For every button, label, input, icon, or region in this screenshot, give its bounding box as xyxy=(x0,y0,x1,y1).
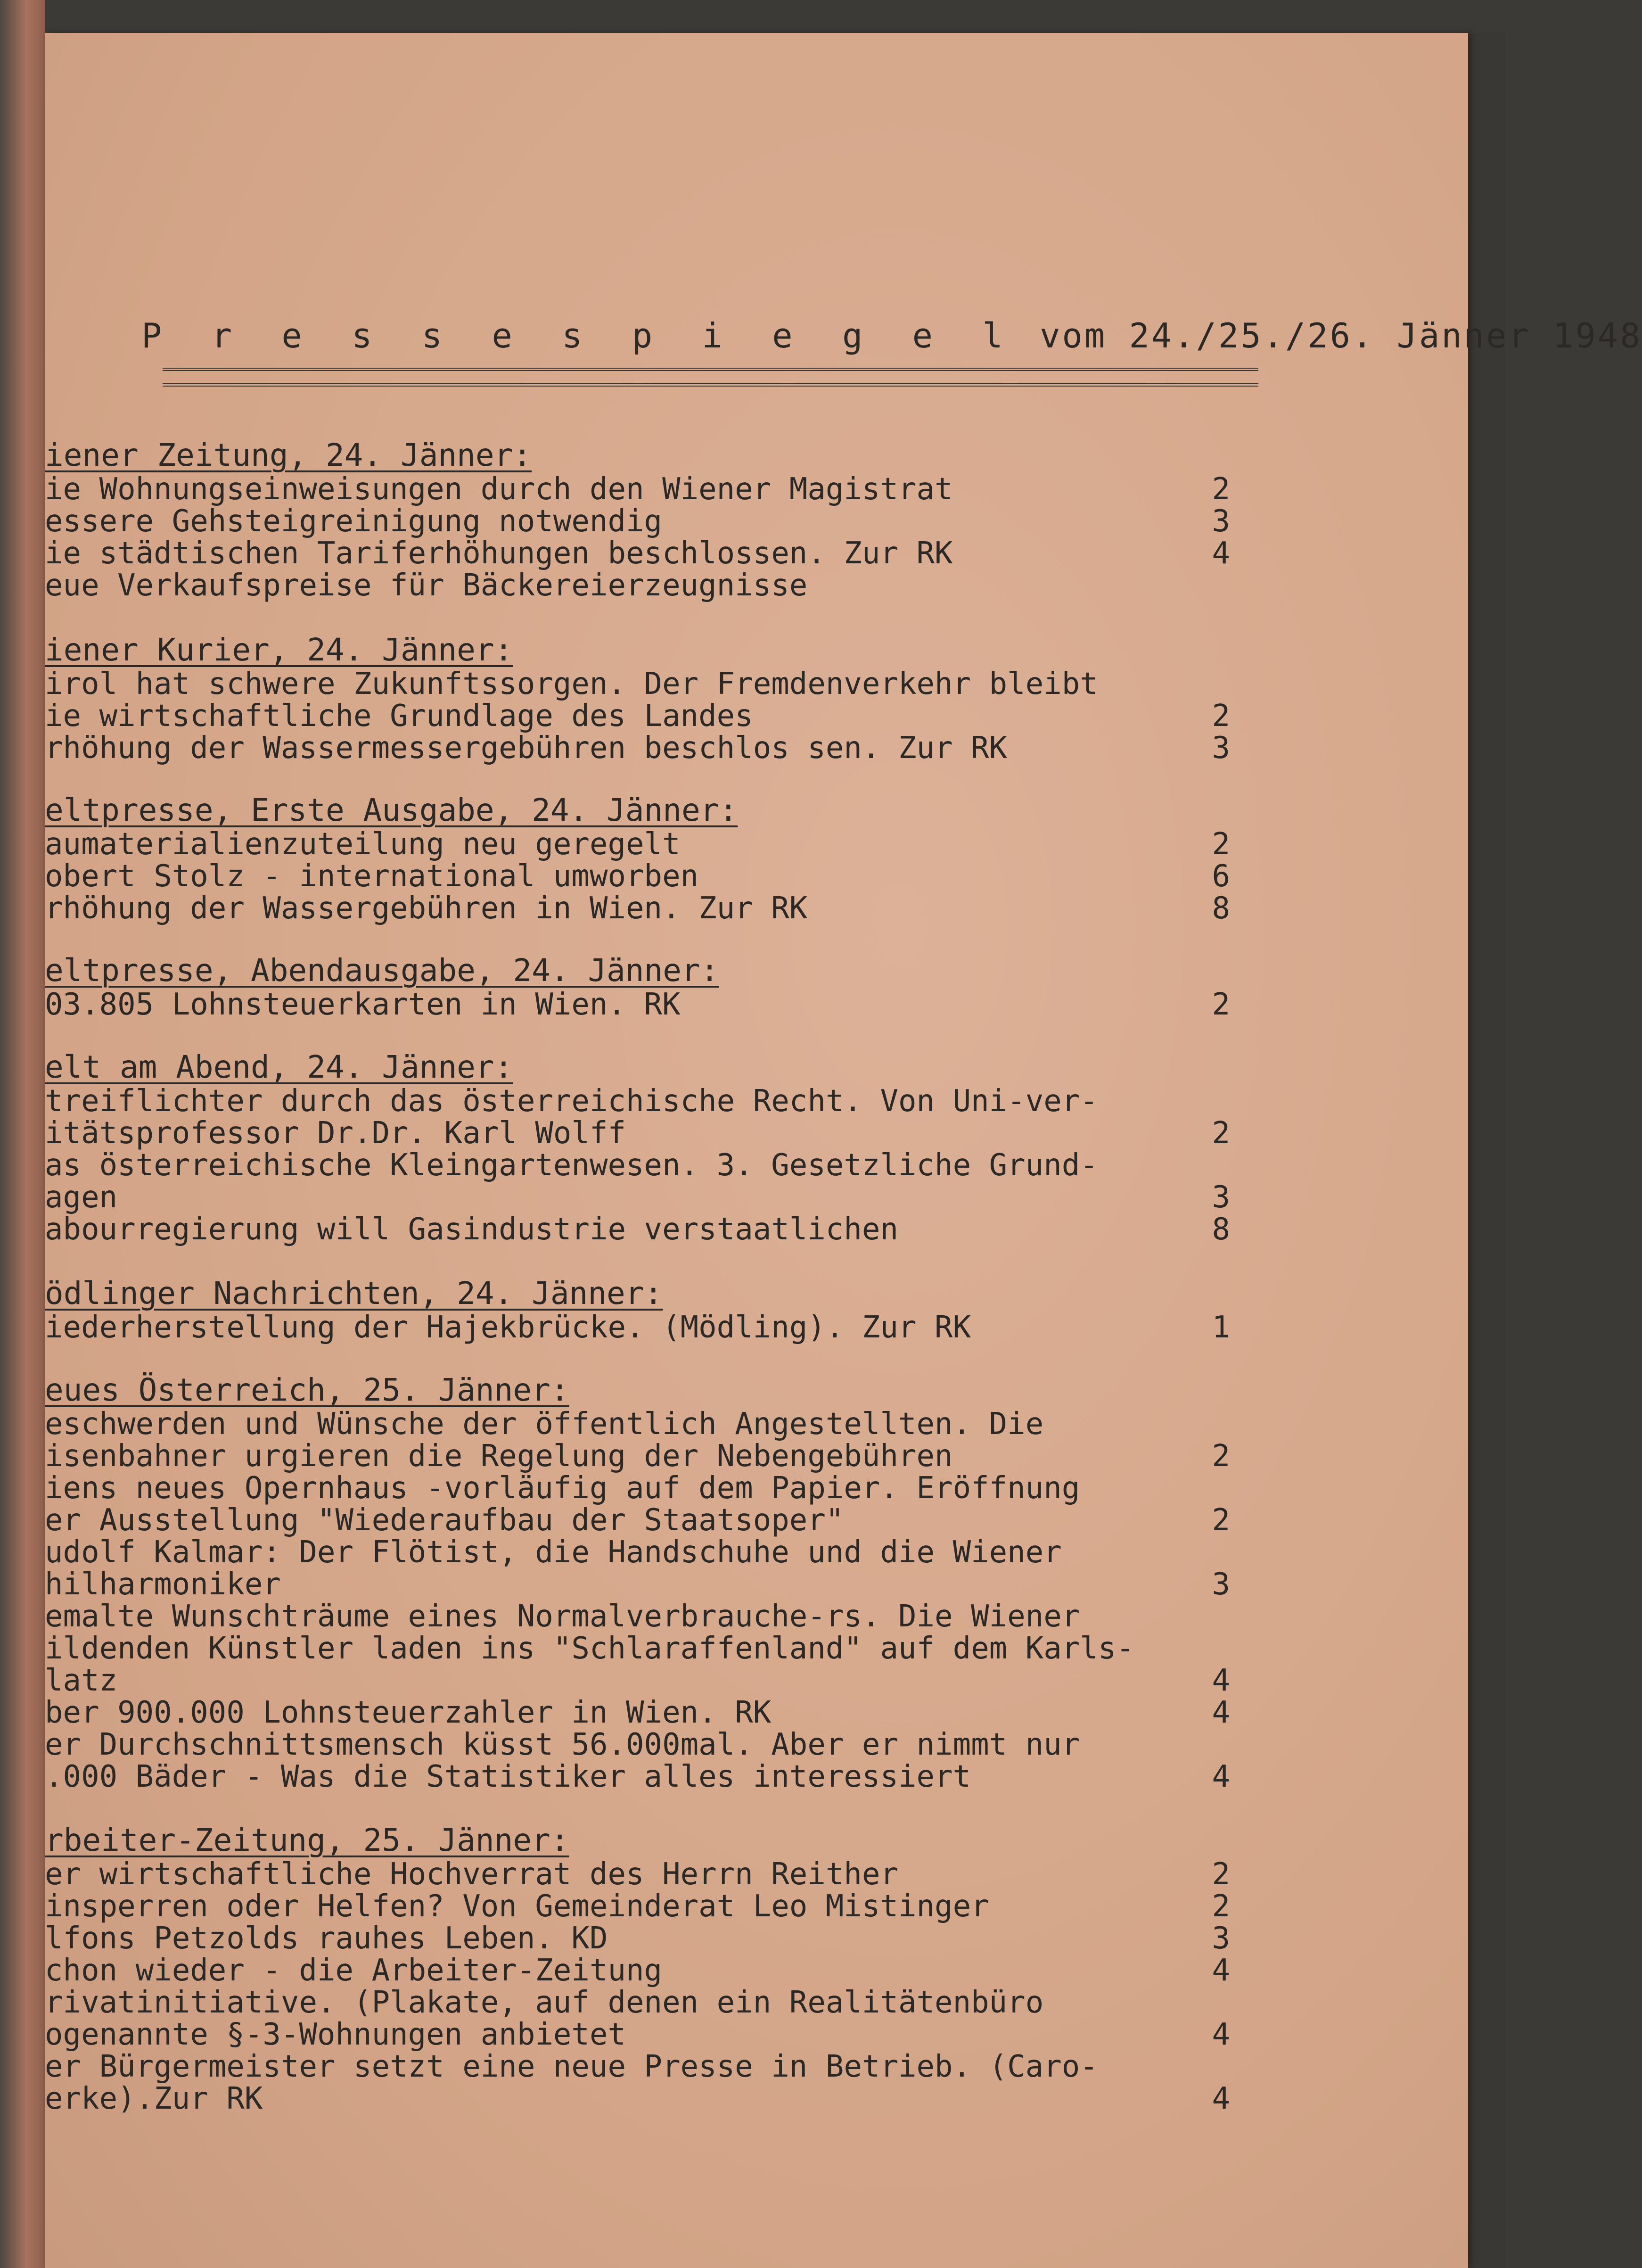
title-dates: vom 24./25./26. Jänner 1948 xyxy=(1040,316,1642,355)
page-number: 3 xyxy=(1212,1921,1230,1956)
page-number: 2 xyxy=(1212,472,1230,507)
page-number: 8 xyxy=(1212,891,1230,926)
page-number: 4 xyxy=(1212,1759,1230,1794)
page-number: 2 xyxy=(1212,699,1230,734)
press-section xyxy=(45,1051,1251,1245)
entry: eschwerden und Wünsche der öffentlich Angestellten. Die xyxy=(45,1407,1044,1442)
entry: rhöhung der Wassergebühren in Wien. Zur RK 8 xyxy=(45,891,1230,926)
section-heading: eltpresse, Erste Ausgabe, 24. Jänner: xyxy=(45,792,738,828)
entry: irol hat schwere Zukunftssorgen. Der Fremdenverkehr bleibt xyxy=(45,667,1098,701)
entry: ie wirtschaftliche Grundlage des Landes 2 xyxy=(45,699,1230,734)
page-number: 4 xyxy=(1212,1953,1230,1988)
entry: er Bürgermeister setzt eine neue Presse in Betrieb. (Caro- xyxy=(45,2049,1098,2084)
entry: itätsprofessor Dr.Dr. Karl Wolff 2 xyxy=(45,1116,1230,1151)
page-title xyxy=(141,316,1642,355)
document-page xyxy=(45,33,1642,2268)
entry: treiflichter durch das österreichische Recht. Von Uni-ver- xyxy=(45,1084,1098,1119)
entry: .000 Bäder - Was die Statistiker alles interessiert 4 xyxy=(45,1759,1230,1794)
entry: ogenannte §-3-Wohnungen anbietet 4 xyxy=(45,2017,1230,2052)
entry: chon wieder - die Arbeiter-Zeitung 4 xyxy=(45,1953,1230,1988)
press-section xyxy=(45,794,1251,924)
page-number: 4 xyxy=(1212,536,1230,571)
page-number: 3 xyxy=(1212,504,1230,539)
page-number: 2 xyxy=(1212,1439,1230,1474)
entry: hilharmoniker 3 xyxy=(45,1567,1230,1602)
section-heading: rbeiter-Zeitung, 25. Jänner: xyxy=(45,1822,569,1858)
entry: iens neues Opernhaus -vorläufig auf dem Papier. Eröffnung xyxy=(45,1471,1080,1506)
entry: er wirtschaftliche Hochverrat des Herrn Reither 2 xyxy=(45,1857,1230,1892)
section-heading: iener Zeitung, 24. Jänner: xyxy=(45,437,532,473)
entry: isenbahner urgieren die Regelung der Nebengebühren 2 xyxy=(45,1439,1230,1474)
press-section xyxy=(45,1824,1251,2115)
press-section xyxy=(45,1275,1251,1345)
entry: 03.805 Lohnsteuerkarten in Wien. RK 2 xyxy=(45,987,1230,1022)
entry: ber 900.000 Lohnsteuerzahler in Wien. RK 4 xyxy=(45,1695,1230,1730)
entry: eue Verkaufspreise für Bäckereierzeugnisse xyxy=(45,568,808,603)
page-number: 3 xyxy=(1212,731,1230,766)
page-number: 2 xyxy=(1212,1889,1230,1924)
entry: insperren oder Helfen? Von Gemeinderat Leo Mistinger 2 xyxy=(45,1889,1230,1924)
entry: ie Wohnungseinweisungen durch den Wiener Magistrat 2 xyxy=(45,472,1230,507)
page-number: 8 xyxy=(1212,1212,1230,1247)
press-section xyxy=(45,634,1251,764)
press-section xyxy=(45,1374,1251,1793)
section-heading: ödlinger Nachrichten, 24. Jänner: xyxy=(45,1275,663,1311)
section-heading: eltpresse, Abendausgabe, 24. Jänner: xyxy=(45,952,719,989)
entry: obert Stolz - international umworben 6 xyxy=(45,859,1230,894)
page-number: 4 xyxy=(1212,2017,1230,2052)
page-number: 4 xyxy=(1212,2081,1230,2116)
entry: abourregierung will Gasindustrie verstaatlichen 8 xyxy=(45,1212,1230,1247)
entry: lfons Petzolds rauhes Leben. KD 3 xyxy=(45,1921,1230,1956)
entry: rhöhung der Wassermessergebühren beschlos sen. Zur RK 3 xyxy=(45,731,1230,766)
entry: ie städtischen Tariferhöhungen beschlossen. Zur RK 4 xyxy=(45,536,1230,571)
entry: ildenden Künstler laden ins "Schlaraffenland" auf dem Karls- xyxy=(45,1631,1134,1666)
section-heading: eues Österreich, 25. Jänner: xyxy=(45,1372,569,1408)
entry: essere Gehsteigreinigung notwendig 3 xyxy=(45,504,1230,539)
entry: udolf Kalmar: Der Flötist, die Handschuhe und die Wiener xyxy=(45,1535,1062,1570)
press-section xyxy=(45,439,1251,602)
page-number: 3 xyxy=(1212,1567,1230,1602)
section-heading: iener Kurier, 24. Jänner: xyxy=(45,632,513,668)
title-double-rule xyxy=(163,368,1258,387)
entry: aumaterialienzuteilung neu geregelt 2 xyxy=(45,827,1230,862)
page-number: 4 xyxy=(1212,1695,1230,1730)
press-section xyxy=(45,952,1251,1022)
page-number: 4 xyxy=(1212,1663,1230,1698)
background-edge xyxy=(1468,33,1505,2268)
entry: latz 4 xyxy=(45,1663,1230,1698)
section-heading: elt am Abend, 24. Jänner: xyxy=(45,1049,513,1085)
entry: as österreichische Kleingartenwesen. 3. Gesetzliche Grund- xyxy=(45,1148,1098,1183)
page-number: 1 xyxy=(1212,1310,1230,1345)
page-number: 6 xyxy=(1212,859,1230,894)
book-spine xyxy=(0,0,45,2268)
page-number: 2 xyxy=(1212,1857,1230,1892)
page-number: 3 xyxy=(1212,1180,1230,1215)
entry: iederherstellung der Hajekbrücke. (Mödling). Zur RK 1 xyxy=(45,1310,1230,1345)
page-number: 2 xyxy=(1212,987,1230,1022)
page-number: 2 xyxy=(1212,827,1230,862)
entry: er Durchschnittsmensch küsst 56.000mal. Aber er nimmt nur xyxy=(45,1727,1080,1762)
page-number: 2 xyxy=(1212,1116,1230,1151)
entry: erke).Zur RK 4 xyxy=(45,2081,1230,2116)
title-label: P r e s s e s p i e g e l xyxy=(141,316,1018,355)
page-number: 2 xyxy=(1212,1503,1230,1538)
entry: emalte Wunschträume eines Normalverbrauche-rs. Die Wiener xyxy=(45,1599,1080,1634)
entry: agen 3 xyxy=(45,1180,1230,1215)
entry: er Ausstellung "Wiederaufbau der Staatsoper" 2 xyxy=(45,1503,1230,1538)
entry: rivatinitiative. (Plakate, auf denen ein Realitätenbüro xyxy=(45,1985,1044,2020)
